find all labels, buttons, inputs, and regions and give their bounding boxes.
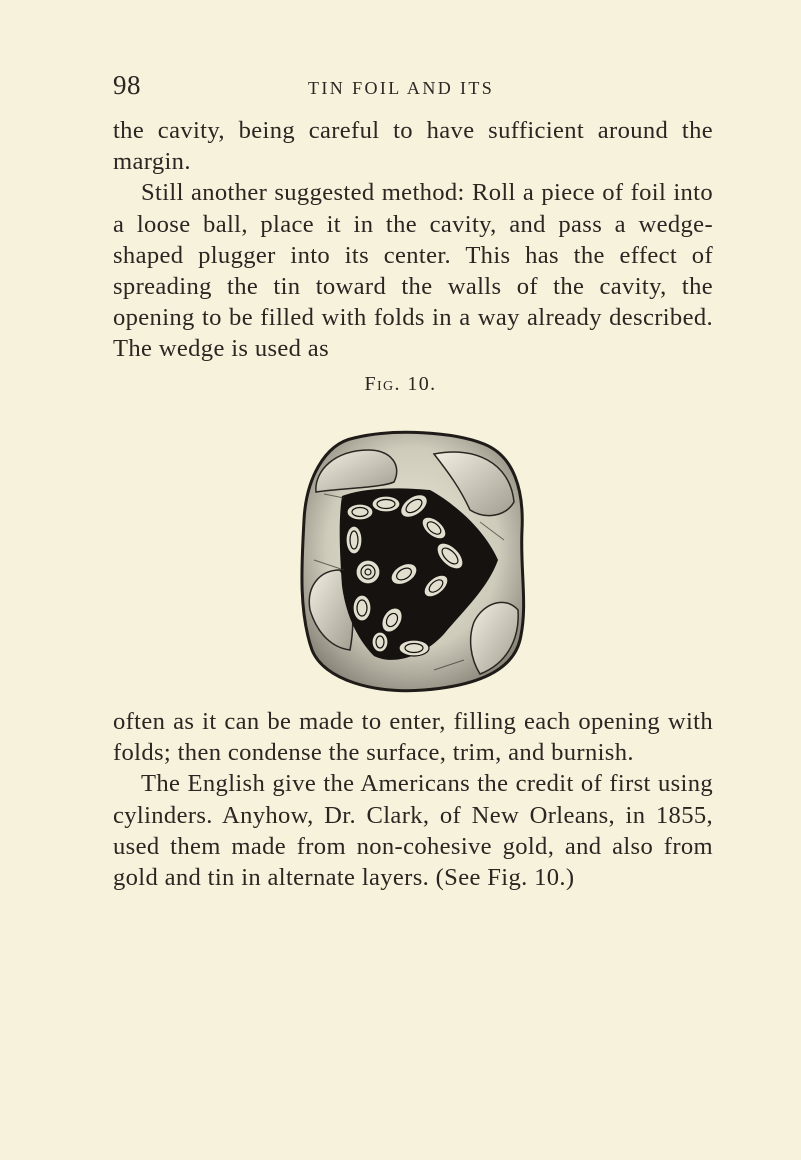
tooth-cavity-illustration bbox=[284, 410, 540, 700]
page-number: 98 bbox=[113, 70, 141, 100]
figure-caption bbox=[0, 373, 801, 396]
paragraph: the cavity, being careful to have sufficient around the margin. bbox=[113, 117, 713, 176]
paragraph: often as it can be made to enter, filling each opening with folds; then condense the surface, trim, and burnish. bbox=[113, 708, 713, 767]
running-head: TIN FOIL AND ITS bbox=[308, 78, 495, 98]
page-header bbox=[113, 70, 713, 104]
body-text-top bbox=[113, 115, 713, 365]
figure-caption-text: Fig. 10. bbox=[364, 373, 437, 395]
body-text-bottom bbox=[113, 706, 713, 893]
paragraph: Still another suggested method: Roll a piece of foil into a loose ball, place it in the cavity, and pass a wedge-shaped plugger into its center. This has the effect of spreading the tin toward the walls of the cavity, the opening to be filled with folds in a way already described. The wedge is used as bbox=[113, 179, 713, 363]
paragraph: The English give the Americans the credit of first using cylinders. Anyhow, Dr. Clark, of New Orleans, in 1855, used them made from non-cohesive gold, and also from gold and tin in alternate layers. (See Fig. 10.) bbox=[113, 770, 713, 892]
figure-illustration bbox=[284, 410, 540, 700]
